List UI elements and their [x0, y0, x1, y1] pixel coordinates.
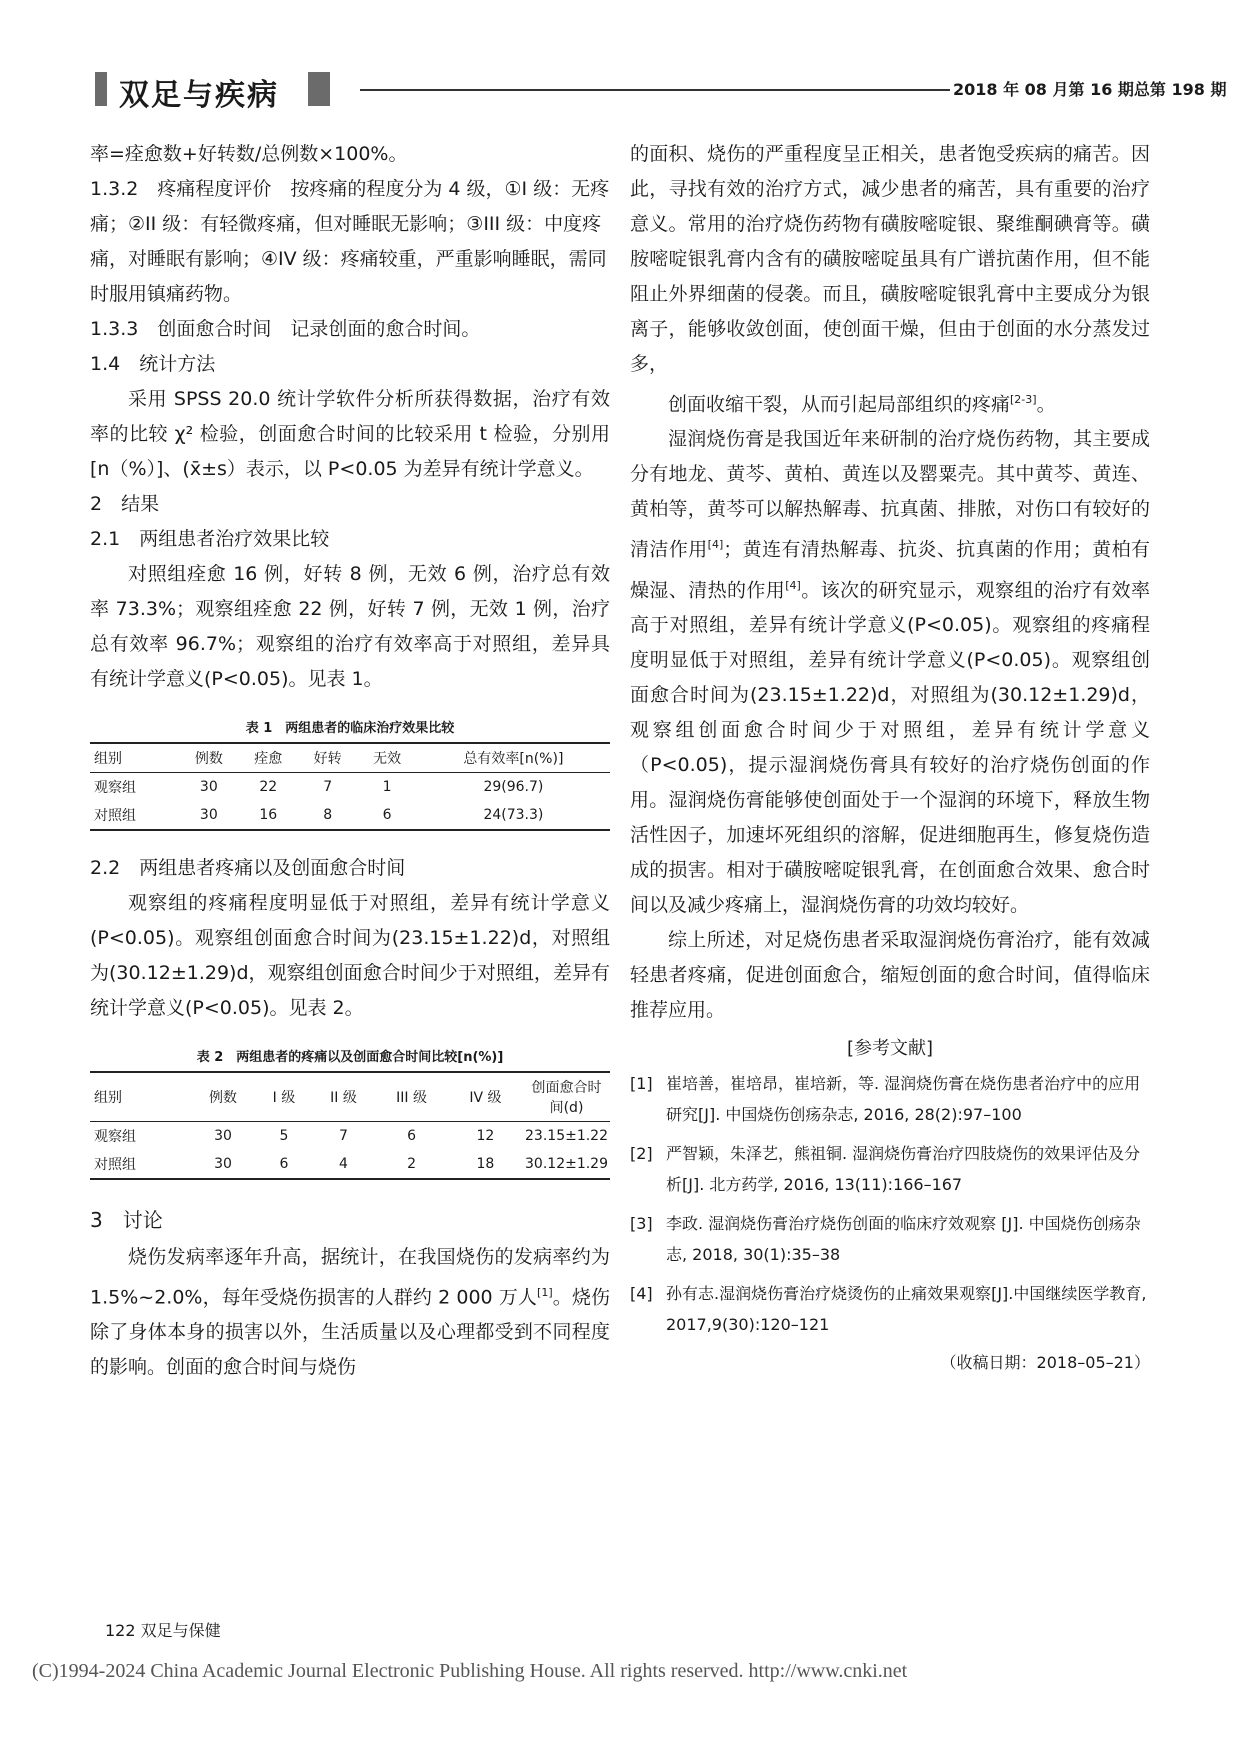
section-heading-3: 3 讨论	[90, 1208, 163, 1232]
citation: [2-3]	[1010, 393, 1037, 406]
text-run: 。	[1036, 393, 1056, 416]
table-cell: 对照组	[90, 801, 179, 830]
header-decor-block	[95, 72, 107, 106]
page-header	[95, 68, 1227, 113]
citation: [4]	[785, 578, 801, 592]
table-header-row	[90, 743, 610, 773]
reference-item	[630, 1208, 1150, 1270]
table-cell: 6	[357, 801, 416, 830]
table-header-cell: 组别	[90, 743, 179, 773]
table-cell: 对照组	[90, 1150, 190, 1179]
table-header-cell: 例数	[179, 743, 238, 773]
reference-number: [2]	[630, 1143, 653, 1163]
table-cell: 观察组	[94, 780, 136, 796]
table-cell: 18	[448, 1150, 523, 1179]
table-1	[90, 742, 610, 831]
page-footer: 122 双足与保健	[105, 1621, 221, 1640]
reference-number: [4]	[630, 1283, 653, 1303]
table-row	[90, 773, 610, 802]
table-row	[90, 1150, 610, 1179]
reference-item	[630, 1138, 1150, 1200]
received-date: （收稿日期：2018–05–21）	[940, 1352, 1150, 1372]
section-heading-1-4: 1.4 统计方法	[90, 353, 216, 375]
table-header-cell: 组别	[90, 1072, 190, 1122]
table-cell: 30	[199, 779, 218, 795]
references-heading: [参考文献]	[846, 1037, 934, 1059]
header-decor-block	[308, 72, 330, 106]
issue-info: 2018 年 08 月第 16 期总第 198 期	[953, 80, 1227, 99]
citation: [1]	[537, 1286, 553, 1299]
table-row	[90, 1122, 610, 1151]
paragraph: 的面积、烧伤的严重程度呈正相关，患者饱受疾病的痛苦。因此，寻找有效的治疗方式，减少患者的痛苦，具有重要的治疗意义。常用的治疗烧伤药物有磺胺嘧啶银、聚维酮碘膏等。磺胺嘧啶银乳膏内含有的磺胺嘧啶虽具有广谱抗菌作用，但不能阻止外界细菌的侵袭。而且，磺胺嘧啶银乳膏中主要成分为银离子，能够收敛创面，使创面干燥，但由于创面的水分蒸发过多，	[630, 143, 1150, 375]
table-2-caption: 表 2 两组患者的疼痛以及创面愈合时间比较[n(%)]	[196, 1050, 504, 1065]
text-run: 烧伤发病率逐年升高，据统计，在我国烧伤的发病率约为 1.5%~2.0%，每年受烧伤损害的人群约 2 000 万人	[90, 1246, 610, 1309]
paragraph	[90, 1240, 610, 1385]
paragraph: 综上所述，对足烧伤患者采取湿润烧伤膏治疗，能有效减轻患者疼痛，促进创面愈合，缩短创面的愈合时间，值得临床推荐应用。	[630, 928, 1150, 1021]
text-run: 。烧伤除了身体本身的损害以外，生活质量以及心理都受到不同程度的影响。创面的愈合时间与烧伤	[90, 1286, 610, 1379]
text-run: 。该次的研究显示，观察组的治疗有效率高于对照组，差异有统计学意义(P<0.05)。观察组的疼痛程度明显低于对照组，差异有统计学意义(P<0.05)。观察组创面愈合时间为(23.15±1.22)d，对照组为(30.12±1.29)d，观察组创面愈合时间少于对照组，差异有统计学意义（P<0.05)，提示湿润烧伤膏具有较好的治疗烧伤创面的作用。湿润烧伤膏能够使创面处于一个湿润的环境下，释放生物活性因子，加速坏死组织的溶解，促进细胞再生，修复烧伤造成的损害。相对于磺胺嘧啶银乳膏，在创面愈合效果、愈合时间以及减少疼痛上，湿润烧伤膏的功效均较好。	[630, 578, 1150, 916]
reference-text: 崔培善，崔培昂，崔培新，等. 湿润烧伤膏在烧伤患者治疗中的应用研究[J]. 中国烧伤创疡杂志, 2016, 28(2):97–100	[666, 1073, 1141, 1124]
table-cell: 30	[214, 1128, 232, 1144]
table-header-cell: 好转	[298, 743, 357, 773]
paragraph	[630, 422, 1150, 923]
table-header-cell: II 级	[312, 1072, 376, 1122]
table-cell: 6	[256, 1150, 311, 1179]
reference-text: 严智颖，朱泽艺，熊祖铜. 湿润烧伤膏治疗四肢烧伤的效果评估及分析[J]. 北方药学, 2016, 13(11):166–167	[666, 1143, 1141, 1194]
reference-number: [1]	[630, 1073, 653, 1093]
paragraph	[630, 382, 1150, 422]
table-cell: 24(73.3)	[417, 801, 610, 830]
table-header-cell: 总有效率[n(%)]	[417, 743, 610, 773]
journal-title: 双足与疾病	[119, 78, 279, 113]
table-header-cell: I 级	[256, 1072, 311, 1122]
table-header-cell: 无效	[357, 743, 416, 773]
table-cell: 观察组	[94, 1129, 136, 1145]
header-rule	[360, 89, 950, 91]
table-1-caption: 表 1 两组患者的临床治疗效果比较	[245, 721, 455, 736]
table-header-row	[90, 1072, 610, 1122]
table-header-cell: 创面愈合时间(d)	[523, 1072, 610, 1122]
table-header-cell: IV 级	[448, 1072, 523, 1122]
table-cell: 6	[407, 1128, 417, 1144]
table-cell: 1	[382, 779, 392, 795]
reference-item	[630, 1278, 1150, 1340]
paragraph: 率=痊愈数+好转数/总例数×100%。	[90, 143, 408, 165]
table-row	[90, 801, 610, 830]
reference-text: 李政. 湿润烧伤膏治疗烧伤创面的临床疗效观察 [J]. 中国烧伤创疡杂志, 2018, 30(1):35–38	[666, 1213, 1141, 1264]
table-cell: 22	[259, 779, 278, 795]
section-1-3-2: 1.3.2 疼痛程度评价 按疼痛的程度分为 4 级，①I 级：无疼痛；②II 级：有轻微疼痛，但对睡眠无影响；③III 级：中度疼痛，对睡眠有影响；④IV 级：疼痛较重，严重影响睡眠，需同时服用镇痛药物。	[90, 178, 610, 305]
table-cell: 12	[476, 1128, 495, 1144]
text-run: 创面收缩干裂，从而引起局部组织的疼痛	[668, 393, 1011, 416]
reference-number: [3]	[630, 1213, 653, 1233]
table-cell: 29(96.7)	[483, 779, 544, 795]
text-run: ；黄连有清热解毒、抗炎、抗真菌的作用；黄柏有燥湿、清热的作用	[630, 538, 1150, 601]
text-run: 湿润烧伤膏是我国近年来研制的治疗烧伤药物，其主要成分有地龙、黄芩、黄柏、黄连以及罂粟壳。其中黄芩、黄连、黄柏等，黄芩可以解热解毒、抗真菌、排脓，对伤口有较好的清洁作用	[630, 428, 1150, 561]
reference-item	[630, 1068, 1150, 1130]
table-cell: 5	[279, 1128, 289, 1144]
table-2	[90, 1071, 610, 1180]
citation: [4]	[707, 538, 724, 552]
table-cell: 23.15±1.22	[525, 1128, 608, 1144]
section-heading-2-1: 2.1 两组患者治疗效果比较	[90, 528, 330, 550]
paragraph: 对照组痊愈 16 例，好转 8 例，无效 6 例，治疗总有效率 73.3%；观察组痊愈 22 例，好转 7 例，无效 1 例，治疗总有效率 96.7%；观察组的治疗有效率高于对照组，差异具有统计学意义(P<0.05)。见表 1。	[90, 563, 610, 690]
table-cell: 30	[190, 1150, 257, 1179]
table-header-cell: 痊愈	[239, 743, 298, 773]
left-column	[90, 137, 610, 1385]
paragraph: 观察组的疼痛程度明显低于对照组，差异有统计学意义(P<0.05)。观察组创面愈合时间为(23.15±1.22)d，对照组为(30.12±1.29)d，观察组创面愈合时间少于对照组，差异有统计学意义(P<0.05)。见表 2。	[90, 892, 610, 1019]
table-cell: 7	[339, 1128, 348, 1144]
table-cell: 30.12±1.29	[523, 1150, 610, 1179]
reference-text: 孙有志.湿润烧伤膏治疗烧烫伤的止痛效果观察[J].中国继续医学教育, 2017,9(30):120–121	[666, 1283, 1147, 1334]
references-list	[630, 1068, 1150, 1340]
table-cell: 16	[239, 801, 298, 830]
table-header-cell: III 级	[375, 1072, 447, 1122]
section-1-3-3: 1.3.3 创面愈合时间 记录创面的愈合时间。	[90, 318, 481, 340]
table-cell: 2	[375, 1150, 447, 1179]
table-cell: 7	[323, 779, 333, 795]
table-header-cell: 例数	[190, 1072, 257, 1122]
paragraph: 采用 SPSS 20.0 统计学软件分析所获得数据，治疗有效率的比较 χ² 检验，创面愈合时间的比较采用 t 检验，分别用[n（%）]、(x̄±s）表示，以 P<0.05 为差异有统计学意义。	[90, 388, 610, 480]
table-cell: 8	[298, 801, 357, 830]
table-cell: 30	[179, 801, 238, 830]
section-heading-2: 2 结果	[90, 493, 160, 515]
copyright-notice: (C)1994-2024 China Academic Journal Electronic Publishing House. All rights reserved. http://www.cnki.net	[32, 1660, 908, 1682]
right-column	[630, 137, 1150, 1378]
section-heading-2-2: 2.2 两组患者疼痛以及创面愈合时间	[90, 857, 406, 879]
table-cell: 4	[312, 1150, 376, 1179]
